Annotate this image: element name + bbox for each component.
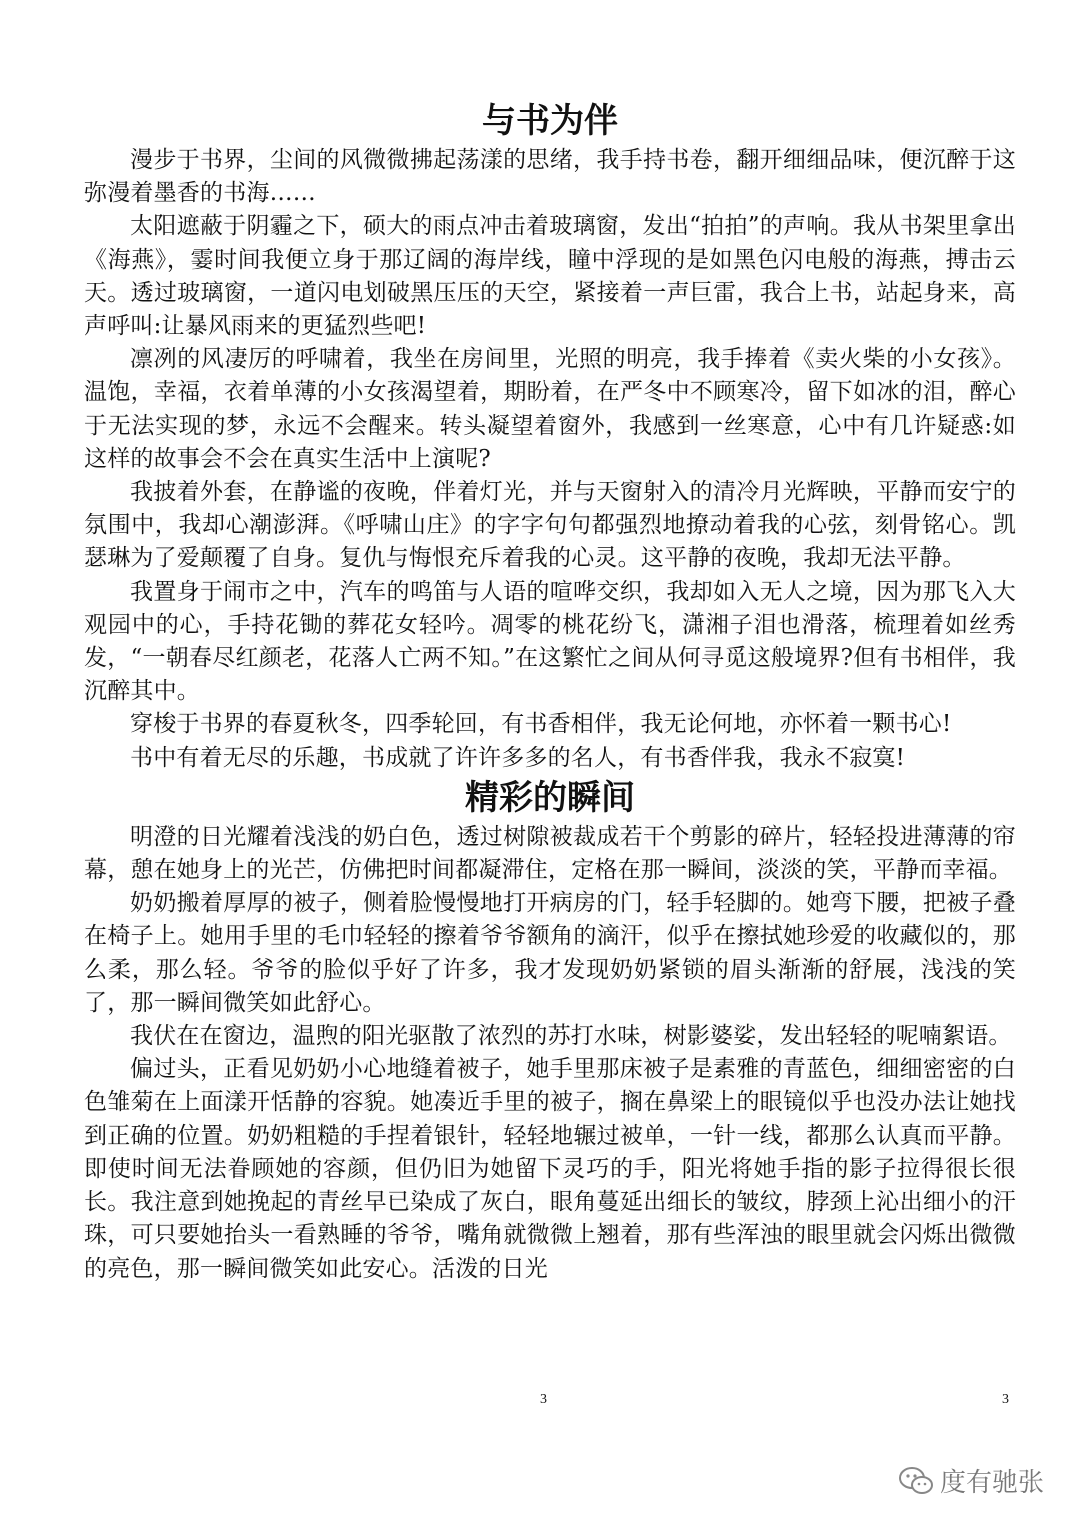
paragraph: 太阳遮蔽于阴霾之下，硕大的雨点冲击着玻璃窗，发出“拍拍”的声响。我从书架里拿出《海燕》，霎时间我便立身于那辽阔的海岸线，瞳中浮现的是如黑色闪电般的海燕，搏击云天。透过玻璃窗，一道闪电划破黑压压的天空，紧接着一声巨雷，我合上书，站起身来，高声呼叫:让暴风雨来的更猛烈些吧! — [84, 213, 1016, 340]
page-number: 3 — [540, 1392, 547, 1407]
document-body — [84, 100, 1016, 1286]
paragraph: 漫步于书界，尘间的风微微拂起荡漾的思绪，我手持书卷，翻开细细品味，便沉醉于这弥漫着墨香的书海…… — [84, 147, 1016, 207]
section-title: 精彩的瞬间 — [465, 777, 635, 818]
paragraph: 我披着外套，在静谧的夜晚，伴着灯光，并与天窗射入的清冷月光辉映，平静而安宁的氛围中，我却心潮澎湃。《呼啸山庄》的字字句句都强烈地撩动着我的心弦，刻骨铭心。凯瑟琳为了爱颠覆了自身。复仇与悔恨充斥着我的心灵。这平静的夜晚，我却无法平静。 — [84, 479, 1016, 572]
paragraph: 我置身于闹市之中，汽车的鸣笛与人语的喧哗交织，我却如入无人之境，因为那飞入大观园中的心，手持花锄的葬花女轻吟。凋零的桃花纷飞，潇湘子泪也滑落，梳理着如丝秀发，“一朝春尽红颜老，花落人亡两不知。”在这繁忙之间从何寻觅这般境界?但有书相伴，我沉醉其中。 — [84, 578, 1016, 705]
paragraph: 偏过头，正看见奶奶小心地缝着被子，她手里那床被子是素雅的青蓝色，细细密密的白色雏菊在上面漾开恬静的容貌。她凑近手里的被子，搁在鼻梁上的眼镜似乎也没办法让她找到正确的位置。奶奶粗糙的手捏着银针，轻轻地辗过被单，一针一线，都那么认真而平静。即使时间无法眷顾她的容颜，但仍旧为她留下灵巧的手，阳光将她手指的影子拉得很长很长。我注意到她挽起的青丝早已染成了灰白，眼角蔓延出细长的皱纹，脖颈上沁出细小的汗珠，可只要她抬头一看熟睡的爷爷，嘴角就微微上翘着，那有些浑浊的眼里就会闪烁出微微的亮色，那一瞬间微笑如此安心。活泼的日光 — [84, 1056, 1016, 1282]
paragraph: 我伏在在窗边，温煦的阳光驱散了浓烈的苏打水味，树影婆娑，发出轻轻的呢喃絮语。 — [130, 1023, 1012, 1050]
wechat-icon — [898, 1466, 934, 1496]
paragraph: 穿梭于书界的春夏秋冬，四季轮回，有书香相伴，我无论何地，亦怀着一颗书心! — [130, 711, 952, 738]
paragraph: 凛冽的风凄厉的呼啸着，我坐在房间里，光照的明亮，我手捧着《卖火柴的小女孩》。温饱，幸福，衣着单薄的小女孩渴望着，期盼着，在严冬中不顾寒冷，留下如冰的泪，醉心于无法实现的梦，永远不会醒来。转头凝望着窗外，我感到一丝寒意，心中有几许疑惑:如这样的故事会不会在真实生活中上演呢? — [84, 346, 1016, 472]
page-number-right: 3 — [1002, 1392, 1009, 1407]
paragraph: 奶奶搬着厚厚的被子，侧着脸慢慢地打开病房的门，轻手轻脚的。她弯下腰，把被子叠在椅子上。她用手里的毛巾轻轻的擦着爷爷额角的滴汗，似乎在擦拭她珍爱的收藏似的，那么柔，那么轻。爷爷的脸似乎好了许多，我才发现奶奶紧锁的眉头渐渐的舒展，浅浅的笑了，那一瞬间微笑如此舒心。 — [84, 890, 1016, 1016]
watermark — [898, 1462, 1044, 1499]
paragraph: 明澄的日光耀着浅浅的奶白色，透过树隙被裁成若干个剪影的碎片，轻轻投进薄薄的帘幕，憩在她身上的光芒，仿佛把时间都凝滞住，定格在那一瞬间，淡淡的笑，平静而幸福。 — [84, 823, 1016, 884]
paragraph: 书中有着无尽的乐趣，书成就了许许多多的名人，有书香伴我，我永不寂寞! — [130, 744, 906, 771]
watermark-text: 度有驰张 — [940, 1468, 1045, 1498]
section-title: 与书为伴 — [482, 101, 618, 141]
